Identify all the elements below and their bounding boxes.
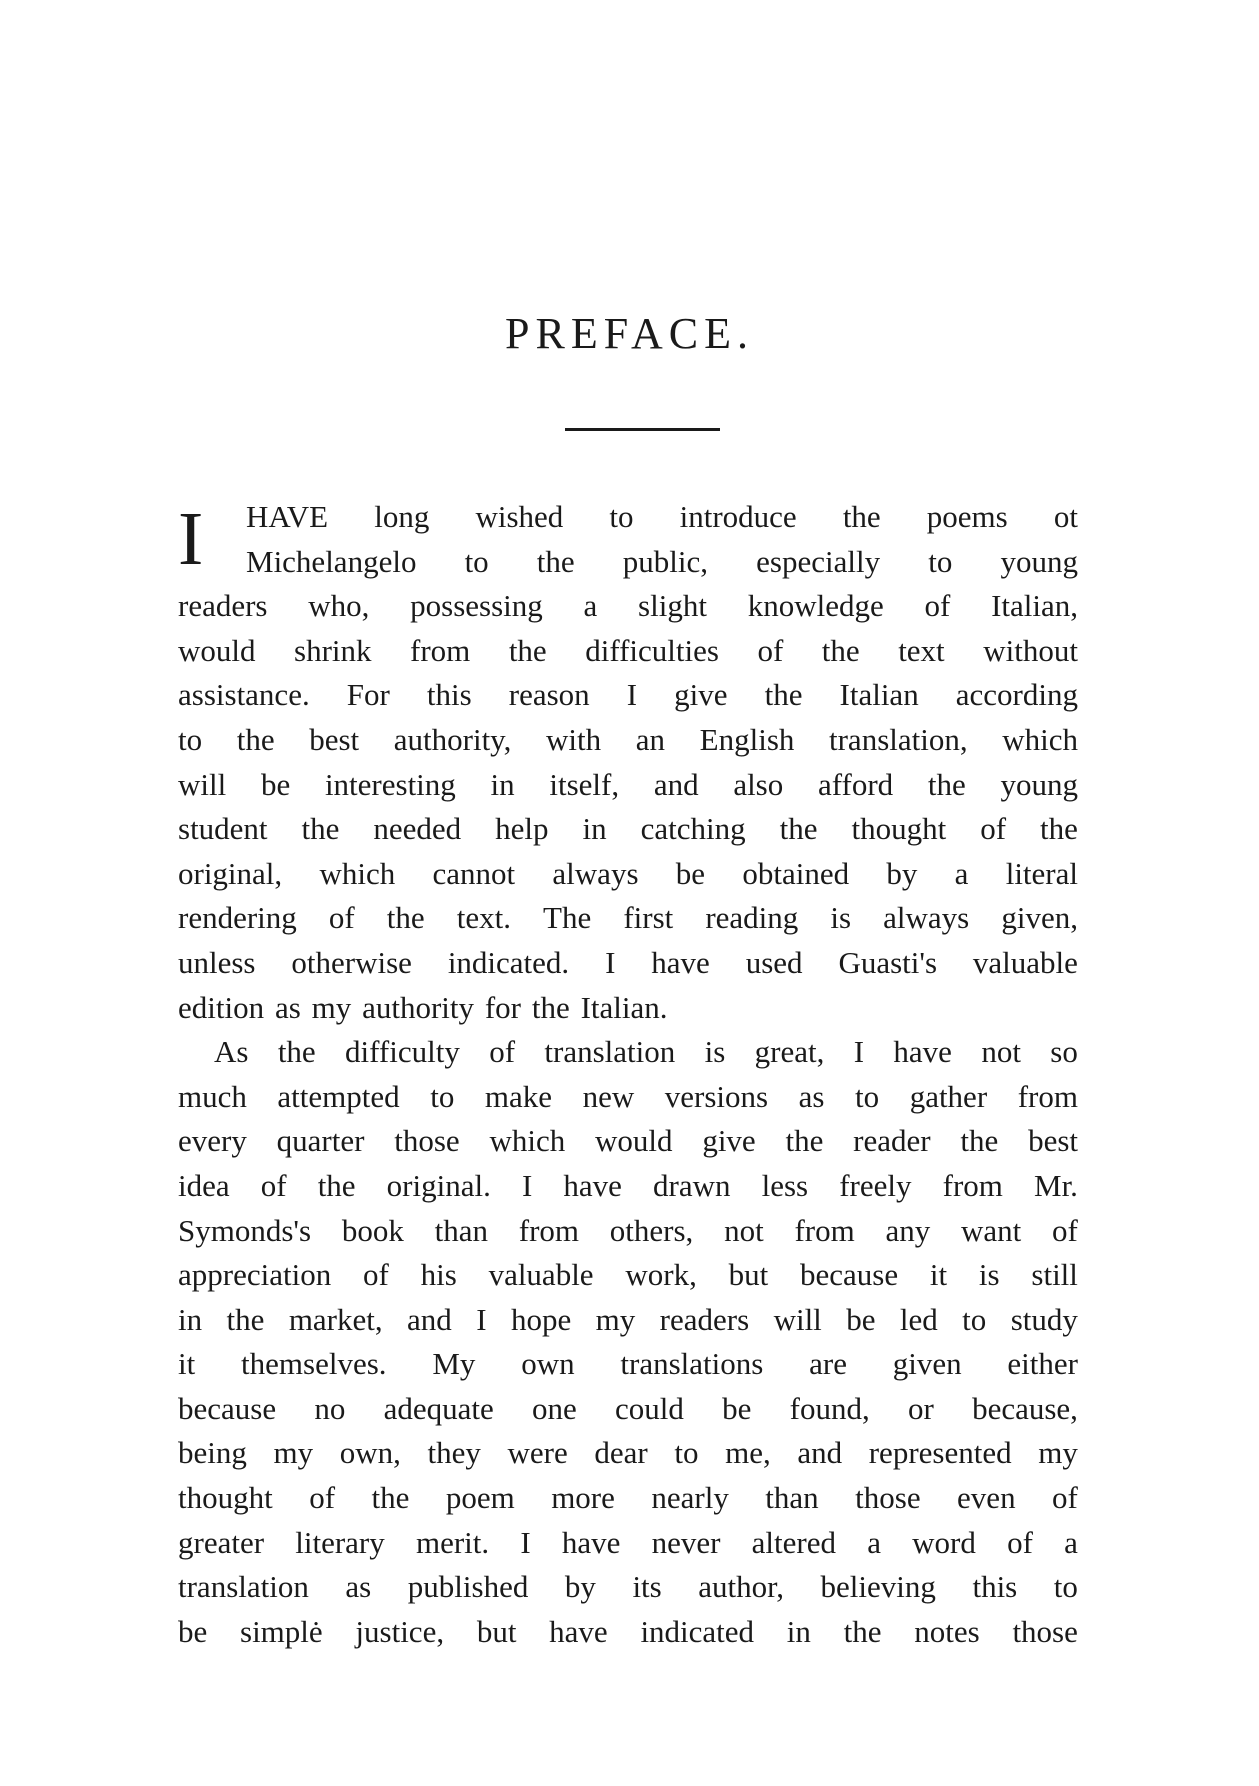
text-line: be simplė justice, but have indicated in the notes those bbox=[178, 1613, 1078, 1649]
text-line: idea of the original. I have drawn less freely from Mr. bbox=[178, 1167, 1078, 1203]
text-line: it themselves. My own translations are given either bbox=[178, 1346, 1078, 1382]
text-line: being my own, they were dear to me, and represented my bbox=[178, 1435, 1078, 1471]
text-line: rendering of the text. The first reading is always given, bbox=[178, 900, 1078, 936]
text-line: to the best authority, with an English translation, which bbox=[178, 721, 1078, 757]
text-line: translation as published by its author, believing this to bbox=[178, 1569, 1078, 1605]
text-line: thought of the poem more nearly than those even of bbox=[178, 1480, 1078, 1516]
text-line: would shrink from the difficulties of the text without bbox=[178, 632, 1078, 668]
text-line: edition as my authority for the Italian. bbox=[178, 989, 668, 1025]
text-line: in the market, and I hope my readers will be led to study bbox=[178, 1301, 1078, 1337]
page-title: PREFACE. bbox=[505, 309, 754, 358]
paragraph bbox=[178, 1030, 1078, 1654]
title-rule bbox=[565, 428, 720, 431]
text-line: will be interesting in itself, and also afford the young bbox=[178, 766, 1078, 802]
drop-cap: I bbox=[178, 497, 204, 581]
text-line: greater literary merit. I have never altered a word of a bbox=[178, 1524, 1078, 1560]
text-line: every quarter those which would give the reader the best bbox=[178, 1123, 1078, 1159]
text-line: appreciation of his valuable work, but because it is still bbox=[178, 1257, 1078, 1293]
text-line: original, which cannot always be obtained by a literal bbox=[178, 855, 1078, 891]
text-line: Michelangelo to the public, especially to young bbox=[246, 543, 1078, 579]
paragraph bbox=[178, 495, 1078, 1030]
text-line: assistance. For this reason I give the Italian according bbox=[178, 677, 1078, 713]
text-line: As the difficulty of translation is great, I have not so bbox=[214, 1034, 1078, 1070]
text-line: unless otherwise indicated. I have used Guasti's valuable bbox=[178, 944, 1078, 980]
text-line: student the needed help in catching the thought of the bbox=[178, 811, 1078, 847]
text-line: I HAVE long wished to introduce the poems ot bbox=[178, 497, 1078, 581]
preface-body bbox=[178, 495, 1078, 1654]
text-line: much attempted to make new versions as to gather from bbox=[178, 1078, 1078, 1114]
text-line: Symonds's book than from others, not from any want of bbox=[178, 1212, 1078, 1248]
text-line: readers who, possessing a slight knowledge of Italian, bbox=[178, 588, 1078, 624]
text-line: because no adequate one could be found, or because, bbox=[178, 1390, 1078, 1426]
